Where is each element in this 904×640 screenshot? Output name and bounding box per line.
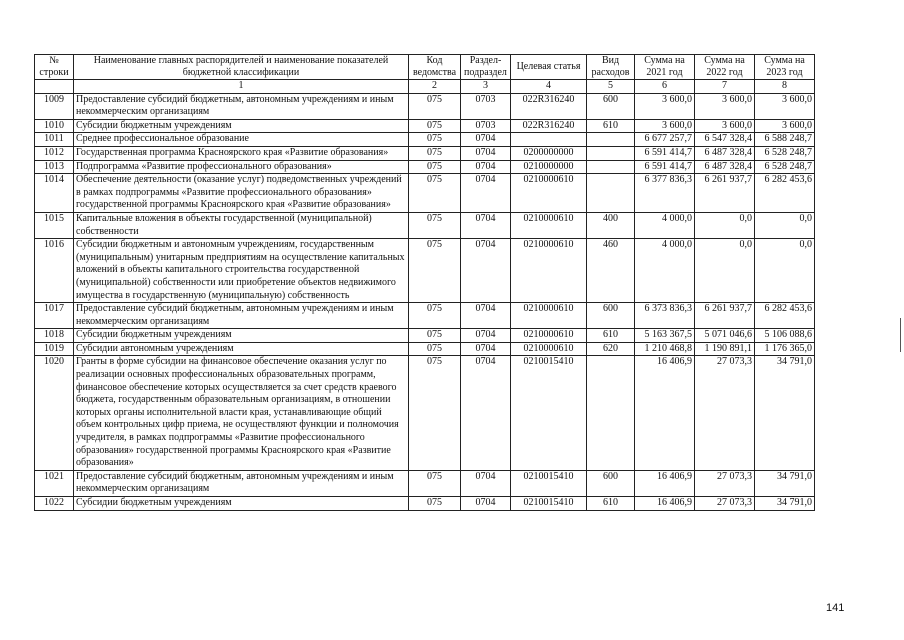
table-row	[35, 329, 815, 343]
row-expense-type	[587, 356, 635, 470]
row-sum-2021: 1 210 468,8	[635, 342, 695, 356]
row-sum-2021: 5 163 367,5	[635, 329, 695, 343]
row-sum-2023: 6 528 248,7	[755, 160, 815, 174]
row-sum-2022: 3 600,0	[695, 119, 755, 133]
row-number: 1014	[35, 174, 74, 213]
row-expense-type: 460	[587, 239, 635, 303]
row-sum-2023: 6 282 453,6	[755, 303, 815, 329]
row-department-code: 075	[409, 133, 461, 147]
header-sum-2021: Сумма на 2021 год	[635, 55, 695, 80]
page-number: 141	[826, 602, 845, 614]
header-row-number: № строки	[35, 55, 74, 80]
budget-document-page	[34, 54, 815, 511]
row-name: Государственная программа Красноярского края «Развитие образования»	[74, 146, 409, 160]
row-number: 1020	[35, 356, 74, 470]
row-sum-2023: 6 282 453,6	[755, 174, 815, 213]
row-name: Обеспечение деятельности (оказание услуг) подведомственных учреждений в рамках подпрограммы «Развитие профессионального образования» государственной программы Красноярского края «Развитие образования»	[74, 174, 409, 213]
column-number: 6	[635, 80, 695, 94]
row-expense-type: 610	[587, 497, 635, 511]
row-number: 1010	[35, 119, 74, 133]
row-sum-2021: 6 377 836,3	[635, 174, 695, 213]
table-row	[35, 497, 815, 511]
row-number: 1021	[35, 470, 74, 496]
row-number: 1011	[35, 133, 74, 147]
row-sum-2022: 1 190 891,1	[695, 342, 755, 356]
row-section: 0704	[461, 212, 511, 238]
header-sum-2023: Сумма на 2023 год	[755, 55, 815, 80]
row-sum-2021: 6 677 257,7	[635, 133, 695, 147]
row-expense-type: 620	[587, 342, 635, 356]
row-name: Предоставление субсидий бюджетным, автономным учреждениям и иным некоммерческим организациям	[74, 470, 409, 496]
row-target-article: 0210000000	[511, 160, 587, 174]
table-row	[35, 356, 815, 470]
row-department-code: 075	[409, 119, 461, 133]
row-sum-2021: 16 406,9	[635, 356, 695, 470]
table-row	[35, 133, 815, 147]
row-number: 1016	[35, 239, 74, 303]
row-target-article: 0210000610	[511, 174, 587, 213]
row-section: 0704	[461, 303, 511, 329]
row-number: 1018	[35, 329, 74, 343]
row-sum-2022: 6 547 328,4	[695, 133, 755, 147]
row-target-article: 0210000610	[511, 239, 587, 303]
row-expense-type	[587, 133, 635, 147]
row-target-article: 0200000000	[511, 146, 587, 160]
row-department-code: 075	[409, 146, 461, 160]
table-row	[35, 146, 815, 160]
row-sum-2022: 6 261 937,7	[695, 174, 755, 213]
row-sum-2022: 6 487 328,4	[695, 160, 755, 174]
column-number: 2	[409, 80, 461, 94]
table-row	[35, 239, 815, 303]
row-number: 1012	[35, 146, 74, 160]
row-sum-2021: 16 406,9	[635, 470, 695, 496]
row-name: Субсидии бюджетным учреждениям	[74, 119, 409, 133]
row-target-article: 0210015410	[511, 470, 587, 496]
table-row	[35, 212, 815, 238]
row-department-code: 075	[409, 93, 461, 119]
row-section: 0704	[461, 356, 511, 470]
table-row	[35, 303, 815, 329]
row-target-article: 0210000610	[511, 212, 587, 238]
row-target-article	[511, 133, 587, 147]
table-row	[35, 470, 815, 496]
table-row	[35, 160, 815, 174]
column-number-row	[35, 80, 815, 94]
table-row	[35, 93, 815, 119]
header-row	[35, 55, 815, 80]
row-number: 1009	[35, 93, 74, 119]
row-section: 0704	[461, 133, 511, 147]
row-section: 0704	[461, 146, 511, 160]
row-expense-type	[587, 160, 635, 174]
row-expense-type: 610	[587, 329, 635, 343]
header-name: Наименование главных распорядителей и наименование показателей бюджетной классификации	[74, 55, 409, 80]
header-section: Раздел-подраздел	[461, 55, 511, 80]
row-sum-2021: 6 373 836,3	[635, 303, 695, 329]
row-sum-2023: 34 791,0	[755, 497, 815, 511]
row-section: 0704	[461, 497, 511, 511]
column-number: 3	[461, 80, 511, 94]
row-expense-type: 600	[587, 93, 635, 119]
row-number: 1022	[35, 497, 74, 511]
row-expense-type: 600	[587, 470, 635, 496]
row-department-code: 075	[409, 342, 461, 356]
row-name: Субсидии бюджетным и автономным учреждениям, государственным (муниципальным) унитарным предприятиям на осуществление капитальных вложений в объекты капитального строительства государственной (муниципальной) собственности или приобретение объектов недвижимого имущества в государственную (муниципальную) собственность	[74, 239, 409, 303]
column-number	[35, 80, 74, 94]
row-target-article: 0210015410	[511, 497, 587, 511]
row-target-article: 0210000610	[511, 329, 587, 343]
column-number: 7	[695, 80, 755, 94]
row-target-article: 0210015410	[511, 356, 587, 470]
row-section: 0704	[461, 470, 511, 496]
budget-table	[34, 54, 815, 511]
column-number: 4	[511, 80, 587, 94]
row-name: Предоставление субсидий бюджетным, автономным учреждениям и иным некоммерческим организациям	[74, 93, 409, 119]
row-name: Предоставление субсидий бюджетным, автономным учреждениям и иным некоммерческим организациям	[74, 303, 409, 329]
row-sum-2021: 3 600,0	[635, 93, 695, 119]
row-sum-2021: 4 000,0	[635, 212, 695, 238]
column-number: 1	[74, 80, 409, 94]
row-expense-type: 600	[587, 303, 635, 329]
row-sum-2022: 0,0	[695, 212, 755, 238]
row-sum-2022: 27 073,3	[695, 470, 755, 496]
row-target-article: 0210000610	[511, 342, 587, 356]
row-expense-type: 400	[587, 212, 635, 238]
row-department-code: 075	[409, 329, 461, 343]
row-name: Гранты в форме субсидии на финансовое обеспечение оказания услуг по реализации основных профессиональных образовательных программ, финансовое обеспечение которых осуществляется за счет средств краевого бюджета, государственным образовательным организациям, в отношении которых органы исполнительной власти края, устанавливающие общий объем контрольных цифр приема, не осуществляют функции и полномочия учредителя, в рамках подпрограммы «Развитие профессионального образования» государственной программы Красноярского края «Развитие образования»	[74, 356, 409, 470]
row-target-article: 022R316240	[511, 93, 587, 119]
row-sum-2021: 16 406,9	[635, 497, 695, 511]
row-number: 1013	[35, 160, 74, 174]
header-expense-type: Вид расходов	[587, 55, 635, 80]
column-number: 5	[587, 80, 635, 94]
header-target-article: Целевая статья	[511, 55, 587, 80]
row-sum-2022: 27 073,3	[695, 497, 755, 511]
row-department-code: 075	[409, 160, 461, 174]
row-sum-2021: 6 591 414,7	[635, 146, 695, 160]
row-sum-2021: 3 600,0	[635, 119, 695, 133]
row-sum-2023: 1 176 365,0	[755, 342, 815, 356]
row-section: 0704	[461, 174, 511, 213]
row-sum-2023: 5 106 088,6	[755, 329, 815, 343]
row-number: 1019	[35, 342, 74, 356]
row-target-article: 022R316240	[511, 119, 587, 133]
row-department-code: 075	[409, 212, 461, 238]
row-sum-2022: 3 600,0	[695, 93, 755, 119]
row-sum-2021: 4 000,0	[635, 239, 695, 303]
row-department-code: 075	[409, 497, 461, 511]
scan-margin-mark	[900, 318, 901, 352]
row-number: 1017	[35, 303, 74, 329]
row-sum-2022: 0,0	[695, 239, 755, 303]
row-name: Субсидии автономным учреждениям	[74, 342, 409, 356]
row-section: 0704	[461, 329, 511, 343]
row-sum-2022: 5 071 046,6	[695, 329, 755, 343]
row-expense-type	[587, 146, 635, 160]
column-number: 8	[755, 80, 815, 94]
row-sum-2022: 27 073,3	[695, 356, 755, 470]
row-sum-2021: 6 591 414,7	[635, 160, 695, 174]
row-sum-2022: 6 261 937,7	[695, 303, 755, 329]
table-row	[35, 119, 815, 133]
row-department-code: 075	[409, 239, 461, 303]
row-name: Среднее профессиональное образование	[74, 133, 409, 147]
row-section: 0703	[461, 119, 511, 133]
row-expense-type: 610	[587, 119, 635, 133]
row-expense-type	[587, 174, 635, 213]
row-section: 0704	[461, 160, 511, 174]
row-section: 0704	[461, 342, 511, 356]
table-row	[35, 342, 815, 356]
table-body	[35, 93, 815, 510]
table-row	[35, 174, 815, 213]
row-sum-2023: 34 791,0	[755, 356, 815, 470]
row-section: 0703	[461, 93, 511, 119]
row-department-code: 075	[409, 470, 461, 496]
row-sum-2023: 6 528 248,7	[755, 146, 815, 160]
row-sum-2023: 6 588 248,7	[755, 133, 815, 147]
row-name: Субсидии бюджетным учреждениям	[74, 329, 409, 343]
row-name: Подпрограмма «Развитие профессионального образования»	[74, 160, 409, 174]
row-name: Субсидии бюджетным учреждениям	[74, 497, 409, 511]
header-sum-2022: Сумма на 2022 год	[695, 55, 755, 80]
row-name: Капитальные вложения в объекты государственной (муниципальной) собственности	[74, 212, 409, 238]
row-sum-2023: 34 791,0	[755, 470, 815, 496]
row-sum-2023: 0,0	[755, 239, 815, 303]
row-sum-2023: 3 600,0	[755, 93, 815, 119]
row-sum-2023: 0,0	[755, 212, 815, 238]
row-department-code: 075	[409, 303, 461, 329]
row-sum-2023: 3 600,0	[755, 119, 815, 133]
row-number: 1015	[35, 212, 74, 238]
header-department-code: Код ведомства	[409, 55, 461, 80]
row-sum-2022: 6 487 328,4	[695, 146, 755, 160]
row-department-code: 075	[409, 174, 461, 213]
row-section: 0704	[461, 239, 511, 303]
row-department-code: 075	[409, 356, 461, 470]
row-target-article: 0210000610	[511, 303, 587, 329]
